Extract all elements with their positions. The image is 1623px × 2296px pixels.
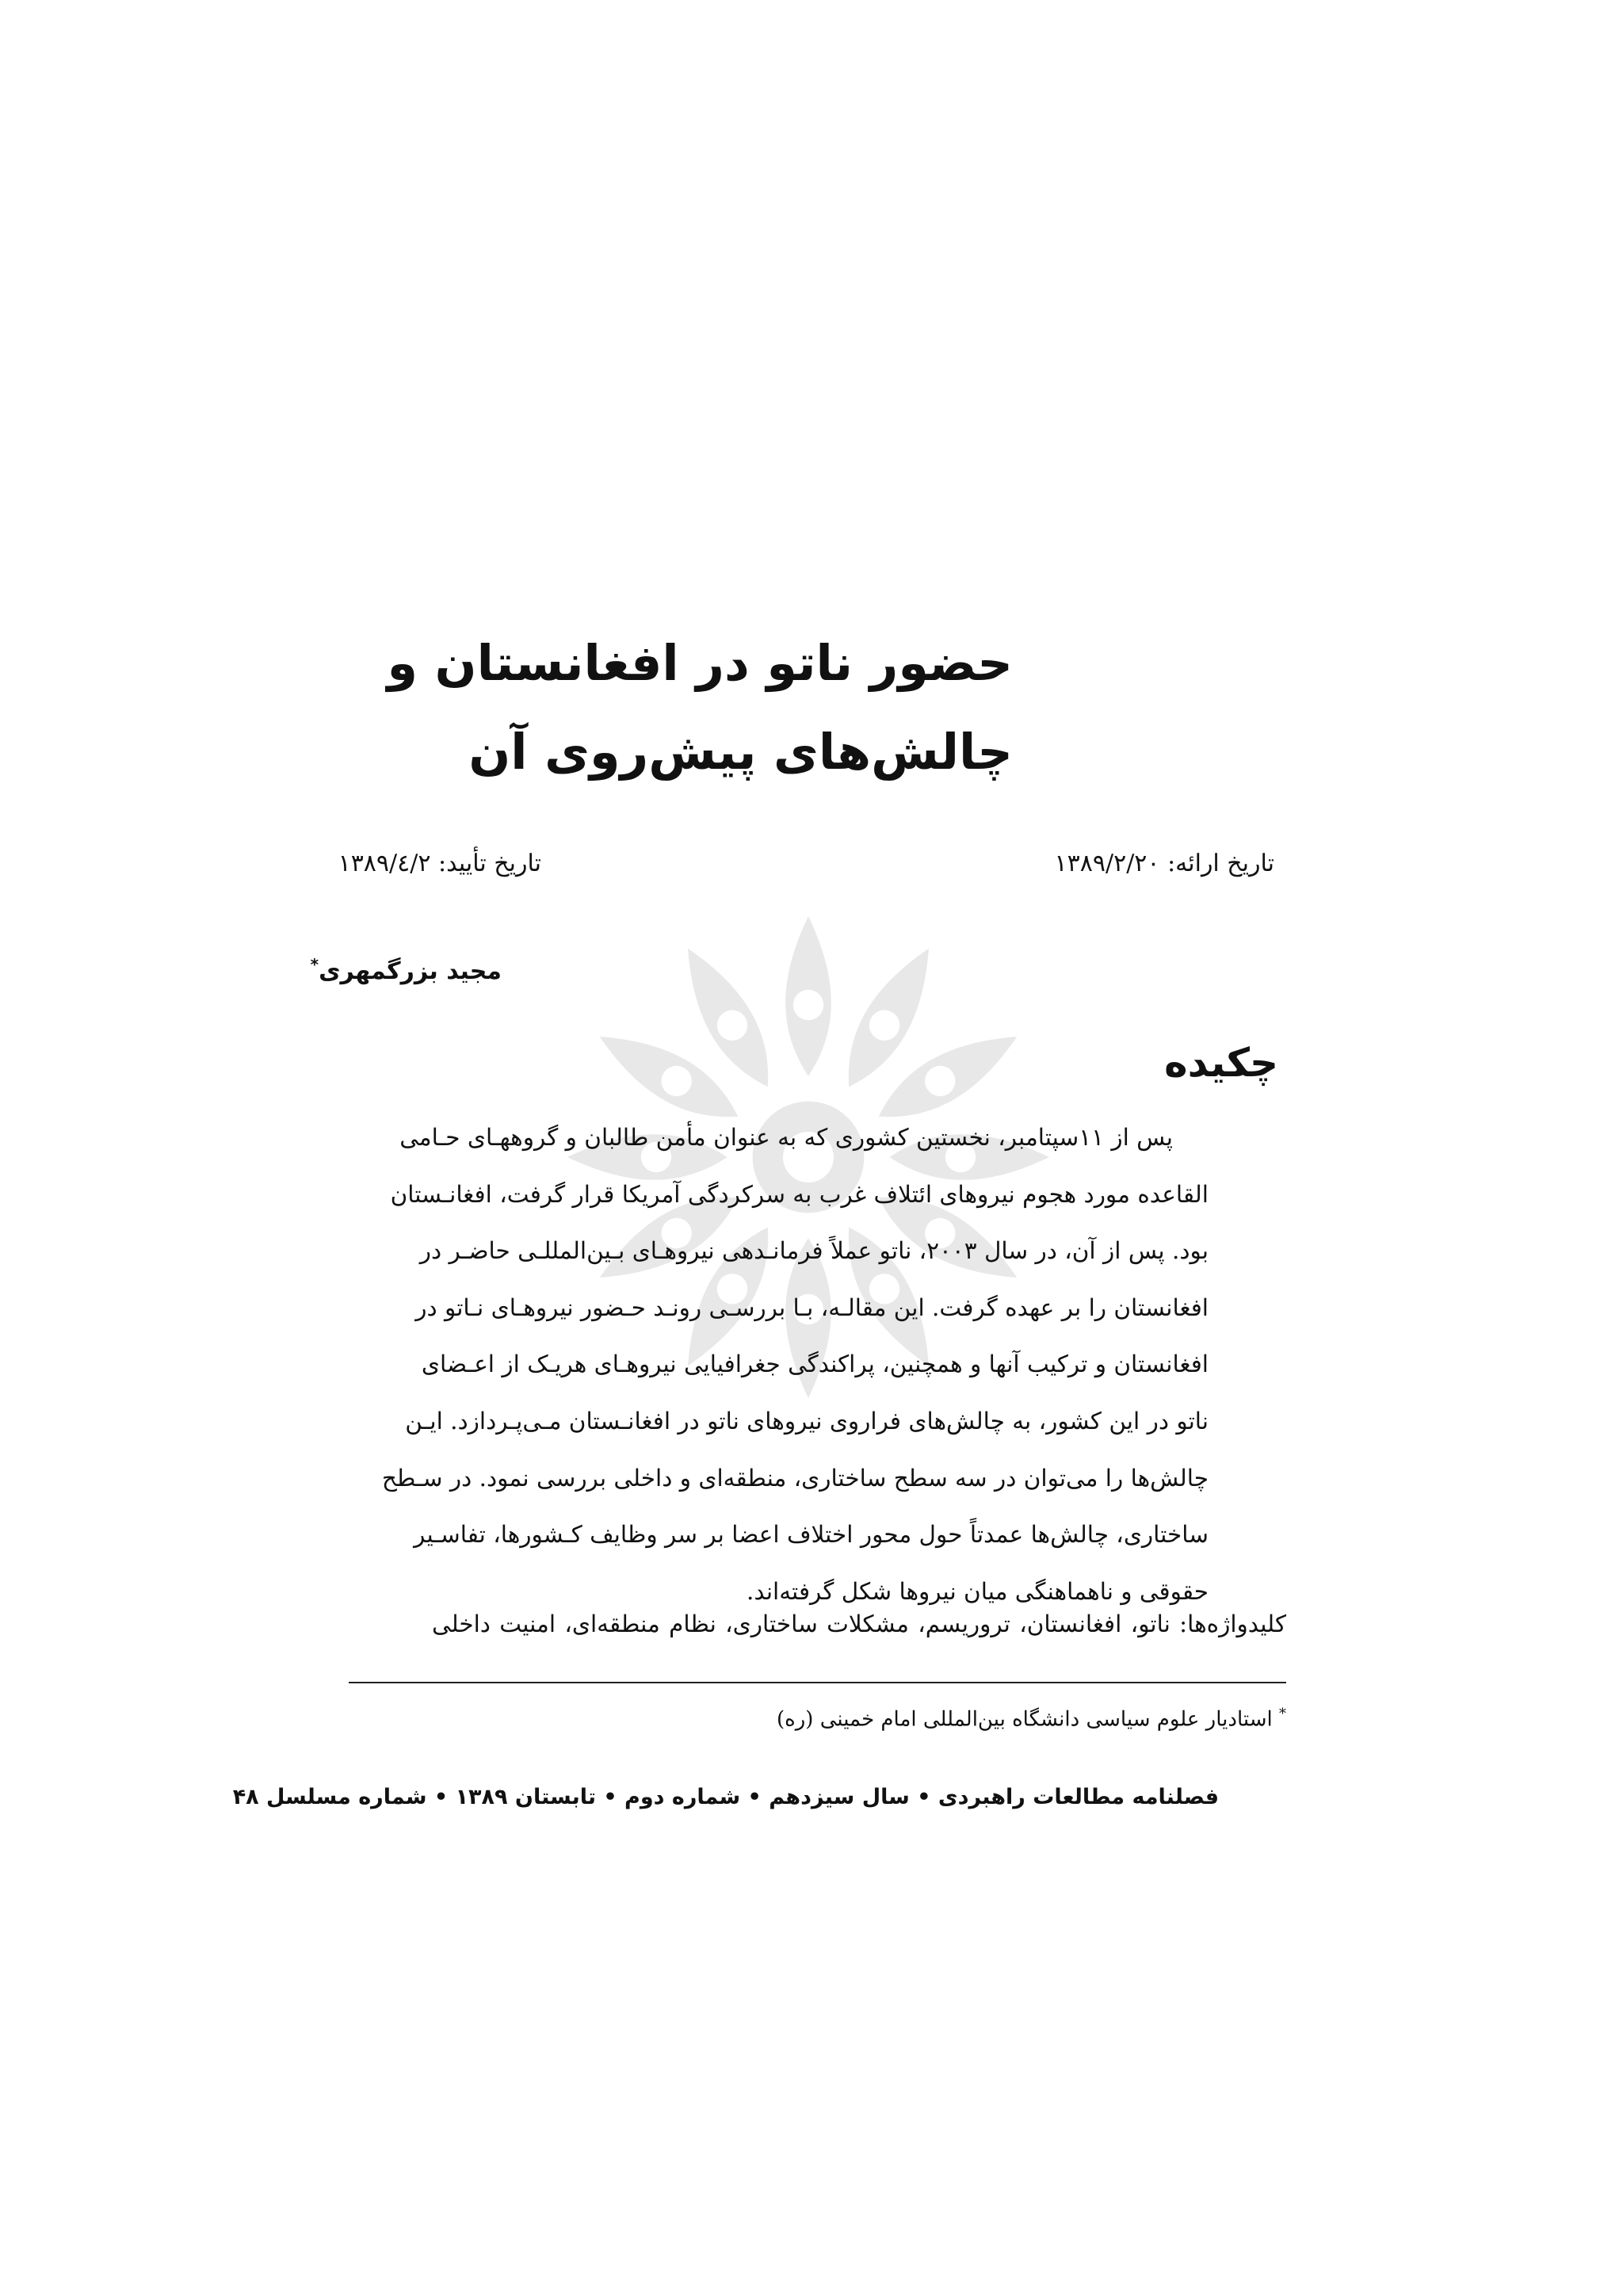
author-affiliation-footnote <box>777 1706 1286 1732</box>
abstract-line: افغانستان و ترکیب آنها و همچنین، پراکندگی جغرافیایی نیروهـای هریـک از اعـضای <box>421 1350 1209 1378</box>
abstract-line: پس از ۱۱سپتامبر، نخستین کشوری که به عنوان مأمن طالبان و گروههـای حـامی <box>399 1124 1173 1151</box>
author-footnote-marker: * <box>310 955 319 974</box>
abstract-line: افغانستان را بر عهده گرفت. این مقالـه، بـا بررسـی رونـد حـضور نیروهـای نـاتو در <box>415 1293 1209 1321</box>
approval-date: تاریخ تأیید: ۱۳۸۹/٤/۲ <box>338 850 541 877</box>
footnote-text: استادیار علوم سیاسی دانشگاه بین‌المللی امام خمینی (ره) <box>776 1707 1273 1732</box>
paper-title-line-2: چالش‌های پیش‌روی آن <box>468 723 1013 781</box>
abstract-line: حقوقی و ناهماهنگی میان نیروها شکل گرفته‌اند. <box>746 1577 1209 1605</box>
author-name <box>311 955 502 985</box>
journal-citation-line: فصلنامه مطالعات راهبردی • سال سیزدهم • شماره دوم • تابستان ۱۳۸۹ • شماره مسلسل ۴۸ <box>232 1785 1219 1809</box>
footnote-marker: * <box>1279 1706 1286 1722</box>
abstract-line: بود. پس از آن، در سال ۲۰۰۳، ناتو عملاً فرمانـدهی نیروهـای بـین‌المللـی حاضـر در <box>419 1237 1209 1265</box>
abstract-line: ساختاری، چالش‌ها عمدتاً حول محور اختلاف اعضا بر سر وظایف کـشورها، تفاسـیر <box>414 1521 1209 1549</box>
submission-date: تاریخ ارائه: ۱۳۸۹/۲/۲۰ <box>1054 850 1274 877</box>
keywords-line: کلیدواژه‌ها: ناتو، افغانستان، تروریسم، مشکلات ساختاری، نظام منطقه‌ای، امنیت داخلی <box>432 1610 1286 1637</box>
footnote-divider <box>349 1682 1286 1683</box>
paper-title-line-1: حضور ناتو در افغانستان و <box>387 634 1013 692</box>
abstract-line: القاعده مورد هجوم نیروهای ائتلاف غرب به سرکردگی آمریکا قرار گرفت، افغانـستان <box>390 1180 1209 1208</box>
abstract-heading: چکیده <box>1164 1040 1278 1086</box>
abstract-line: چالش‌ها را می‌توان در سه سطح ساختاری، منطقه‌ای و داخلی بررسی نمود. در سـطح <box>381 1464 1209 1492</box>
author-name-text: مجید بزرگمهری <box>319 957 502 985</box>
abstract-line: ناتو در این کشور، به چالش‌های فراروی نیروهای ناتو در افغانـستان مـی‌پـردازد. ایـن <box>405 1407 1209 1435</box>
abstract-body <box>381 1110 1209 1620</box>
